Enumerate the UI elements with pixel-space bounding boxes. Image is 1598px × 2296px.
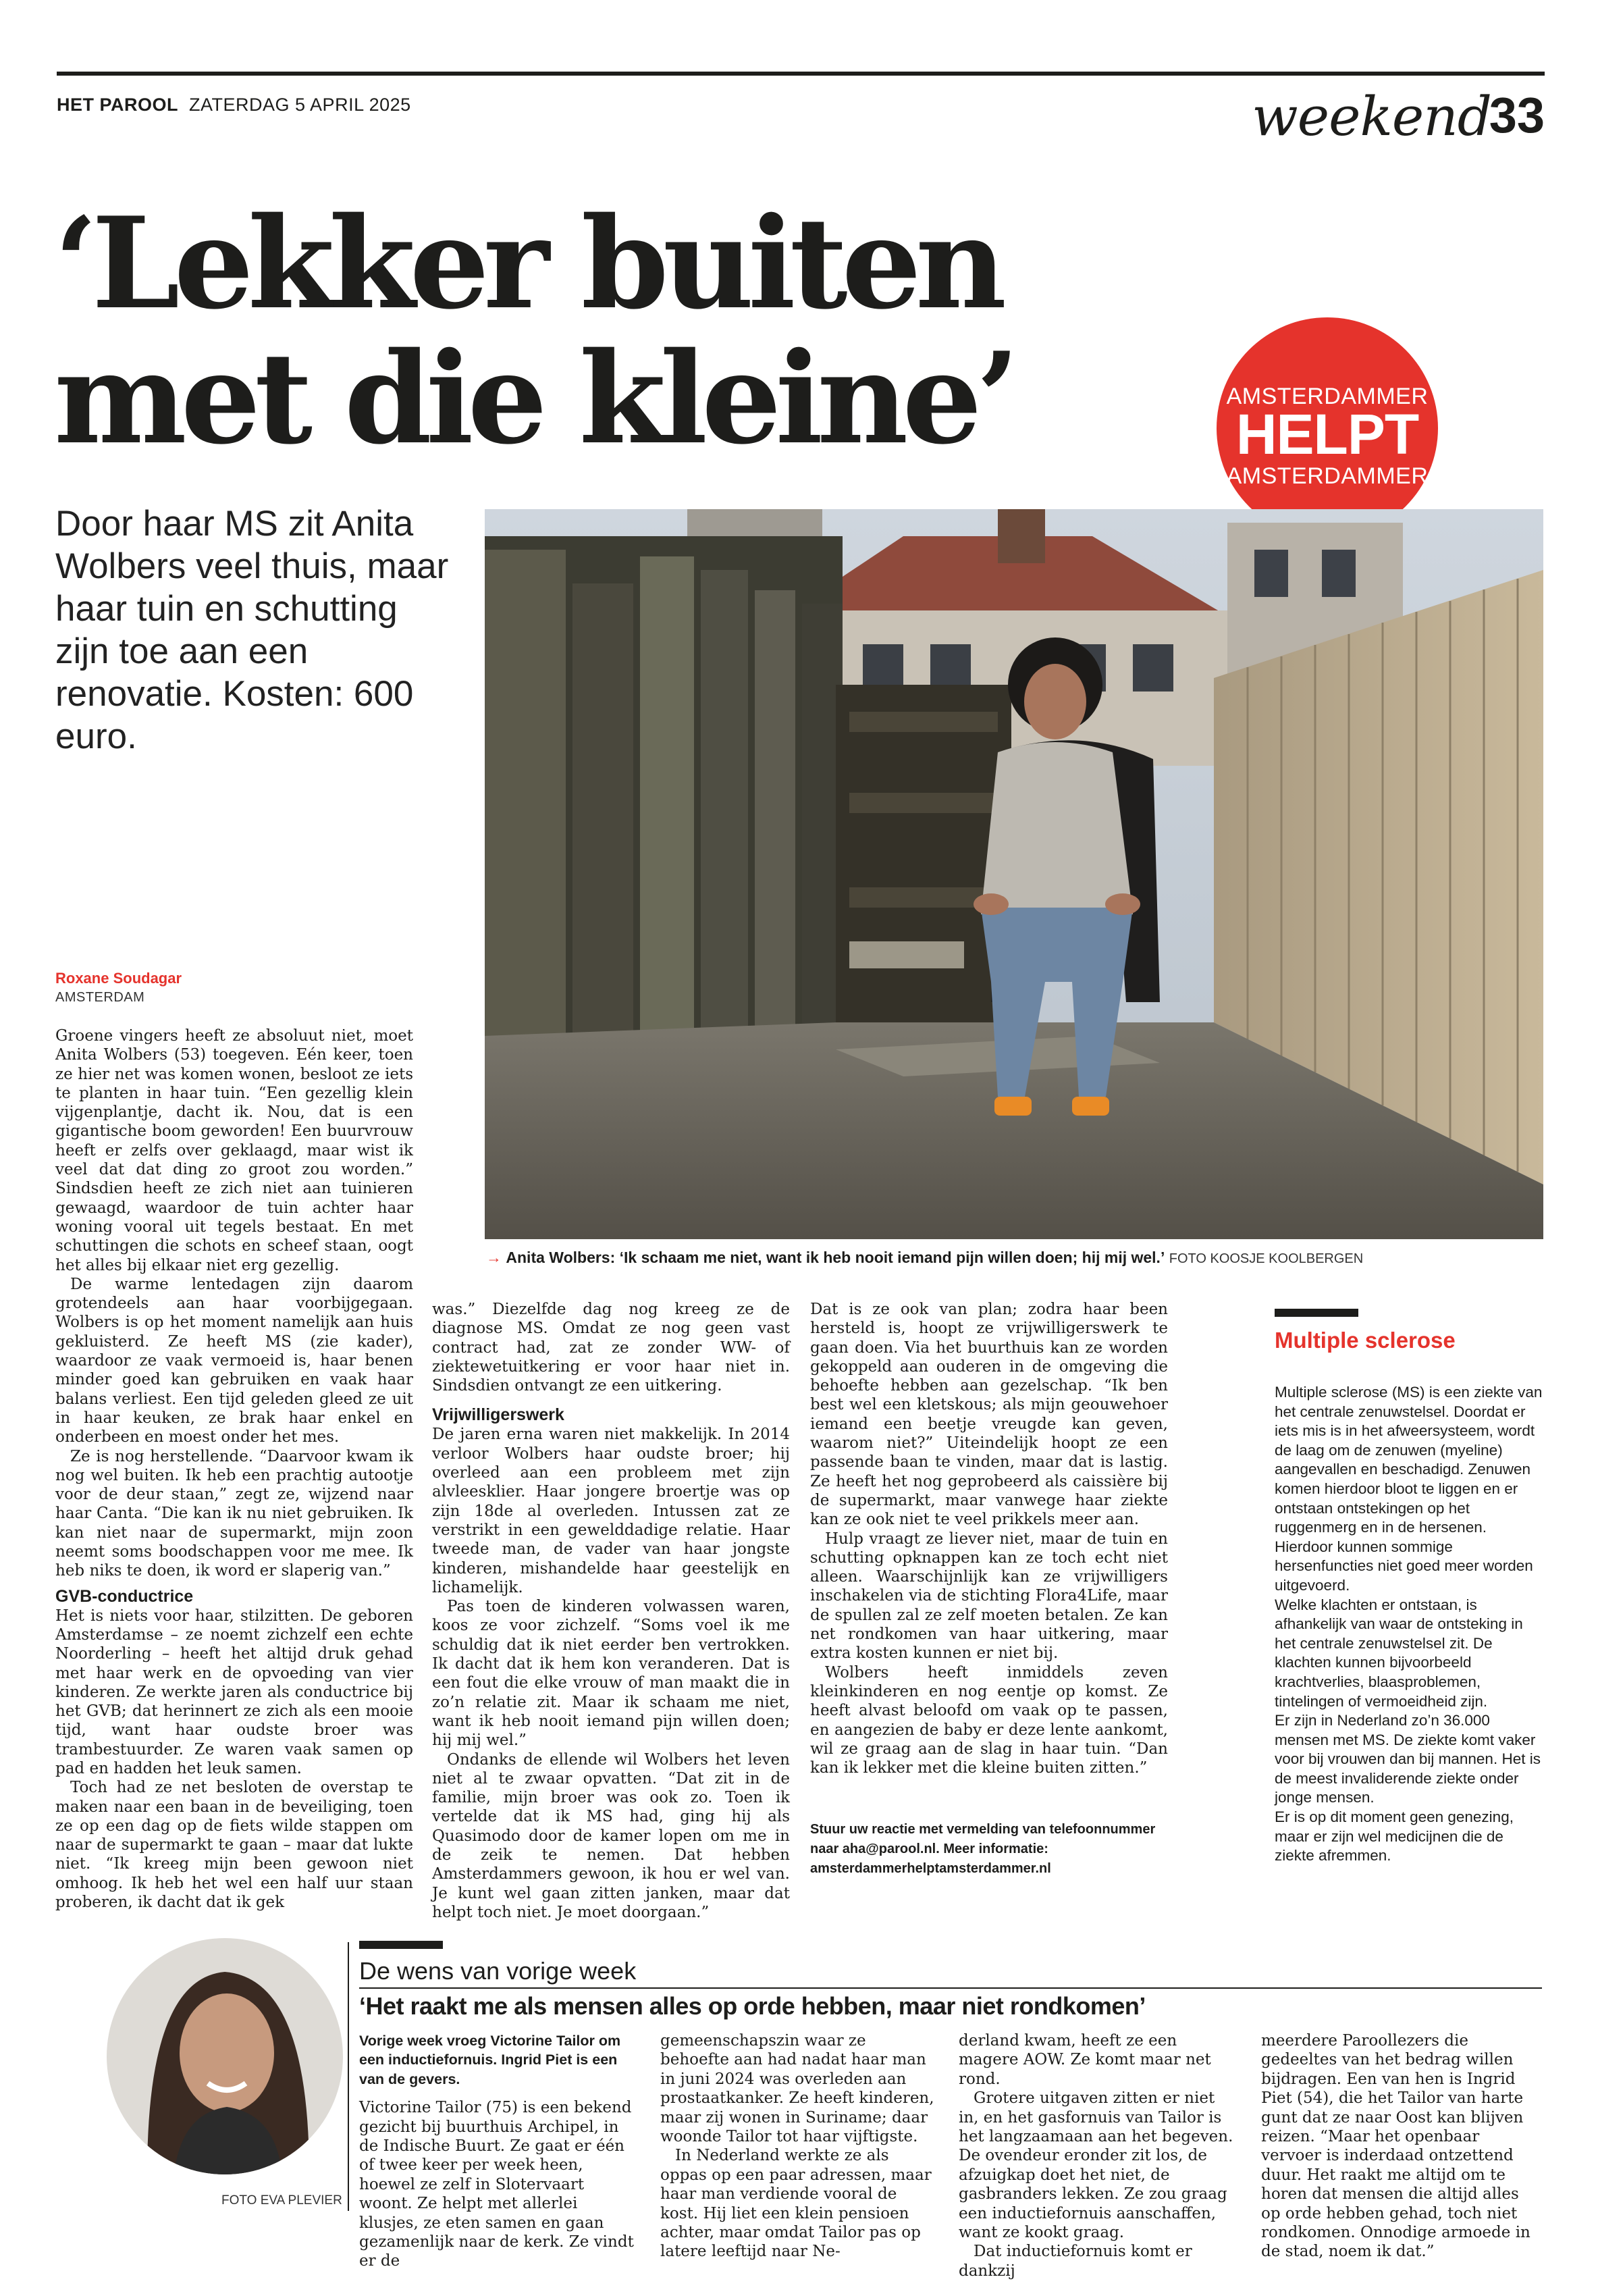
sidebar-paragraph: Er zijn in Nederland zo’n 36.000 mensen met MS. De ziekte komt vaker voor bij vrouwen dan bij mannen. Het is de meest invaliderende ziekte onder jonge mensen. bbox=[1275, 1712, 1541, 1806]
badge-line-3: AMSTERDAMMER bbox=[1226, 463, 1429, 489]
dateline-location: AMSTERDAM bbox=[55, 990, 145, 1005]
bottom-paragraph: meerdere Paroollezers die gedeeltes van het bedrag willen bijdragen. Een van hen is Ingrid Piet (54), die het Tailor van harte gunt dat ze naar Oost kan blijven reizen. “Maar het openbaar vervoer is inderdaad ontzettend duur. Het raakt me altijd om te horen dat mensen die altijd alles op orde hebben gehad, toch niet rondkomen. Onnodige armoede in de stad, noem ik dat.” bbox=[1261, 2032, 1530, 2261]
bottom-headline: ‘Het raakt me als mensen alles op orde hebben, maar niet rondkomen’ bbox=[359, 1992, 1146, 2020]
body-paragraph: Pas toen de kinderen volwassen waren, koos ze voor zichzelf. “Soms voel ik me schuldig dat ik niet eerder ben vertrokken. Ik dacht dat ik hem kon veranderen. Dat is een fout die elke vrouw of man maakt die in zo’n relatie zit. Maar ik schaam me niet, want ik heb nooit iemand pijn willen doen; hij mij wel.” bbox=[432, 1598, 790, 1750]
sidebar-title: Multiple sclerose bbox=[1275, 1328, 1456, 1353]
body-paragraph: was.” Diezelfde dag nog kreeg ze de diagnose MS. Omdat ze nog geen vast contract had, zat ze zonder WW- of ziektewetuitkering er voor haar niet in. Sindsdien ontvangt ze een uitkering. bbox=[432, 1301, 790, 1395]
sidebar-paragraph: Welke klachten er ontstaan, is afhankelijk van waar de ontsteking in het centrale zenuwstelsel zit. De klachten kunnen bijvoorbeeld krachtverlies, blaasproblemen, tintelingen of vermoeidheid zijn. bbox=[1275, 1596, 1523, 1710]
photo-caption bbox=[486, 1249, 1539, 1267]
body-paragraph: Toch had ze net besloten de overstap te maken naar een baan in de beveiliging, toen ze op een dag op de fiets wilde stappen om naar de supermarkt te gaan – maar dat lukte niet. “Ik kreeg mijn been gewoon niet omhoog. Ik heb het wel een half uur staan proberen, ik dacht dat ik gek bbox=[55, 1779, 413, 1912]
vertical-divider bbox=[348, 1942, 349, 2211]
body-paragraph: Wolbers heeft inmiddels zeven kleinkinderen en nog eentje op komst. Ze heeft alvast beloofd om vaak op te passen, en aangezien de baby er deze lente aankomt, wil ze graag aan de slag in haar tuin. “Dan kan ik lekker met die kleine buiten zitten.” bbox=[810, 1663, 1168, 1777]
body-paragraph: Ze is nog herstellende. “Daarvoor kwam ik nog wel buiten. Ik heb een prachtig autootje voor de deur staan,” zegt ze, wijzend naar haar Canta. “Die kan ik nu niet gebruiken. Ik kan niet naar de supermarkt, mijn zoon neemt soms boodschappen voor me mee. Ik heb niks te doen, ik word er slaperig van.” bbox=[55, 1447, 413, 1580]
body-paragraph: Groene vingers heeft ze absoluut niet, moet Anita Wolbers (53) toegeven. Eén keer, toen ze hier net was komen wonen, besloot ze iets te planten in haar tuin. “Een gezellig klein vijgenplantje, dacht ik. Nou, dat is een gigantische boom geworden! Een buurvrouw heeft er zelfs over geklaagd, maar wist ik veel dat dat ding zo groot zou worden.” Sindsdien heeft ze zich niet aan tuinieren gewaagd, waardoor de tuin achter haar woning vooral uit tegels bestaat. En met schuttingen die schots en scheef staan, oogt het alles bij elkaar niet erg gezellig. bbox=[55, 1027, 413, 1274]
amsterdammer-helpt-badge bbox=[1217, 317, 1438, 539]
sidebar-paragraph: Multiple sclerose (MS) is een ziekte van het centrale zenuwstelsel. Doordat er iets mis is in het afweersysteem, wordt de laag om de zenuwen (myeline) aangevallen en beschadigd. Zenuwen komen hierdoor bloot te liggen en er ontstaan ontstekingen op het ruggenmerg en in de hersenen. Hierdoor kunnen sommige hersenfuncties niet goed meer worden uitgevoerd. bbox=[1275, 1384, 1543, 1594]
body-paragraph: De warme lentedagen zijn daarom grotendeels aan haar voorbijgegaan. Wolbers is op het moment namelijk aan huis gekluisterd. Ze heeft MS (zie kader), waardoor ze vaak vermoeid is, haar benen minder goed kan gebruiken en vaak haar balans verliest. Een tijd geleden gleed ze uit in haar keuken, ze brak haar enkel en onderbeen en moest onder het mes. bbox=[55, 1275, 413, 1446]
portrait-credit: FOTO EVA PLEVIER bbox=[221, 2193, 342, 2208]
caption-text: Anita Wolbers: ‘Ik schaam me niet, want ik heb nooit iemand pijn willen doen; hij mij wel.’ bbox=[506, 1249, 1165, 1266]
bottom-paragraph: Dat inductiefornuis komt er dankzij bbox=[959, 2243, 1192, 2280]
bottom-paragraph: gemeenschapszin waar ze behoefte aan had nadat haar man in juni 2024 was overleden aan prostaatkanker. Ze heeft kinderen, maar zij wonen in Suriname; daar woonde Tailor tot haar vijftigste. bbox=[660, 2032, 934, 2146]
body-paragraph: Het is niets voor haar, stilzitten. De geboren Amsterdamse – ze noemt zichzelf een echte Noorderling – heeft het altijd druk gehad met haar werk en de opvoeding van vier kinderen. Ze werkte jaren als conductrice bij het GVB; dat herinnert ze zich als een mooie tijd, want haar oudste broer was trambestuurder. Ze waren vaak samen op pad en hadden het leuk samen. bbox=[55, 1607, 413, 1777]
body-paragraph: Dat is ze ook van plan; zodra haar been hersteld is, hoopt ze vrijwilligerswerk te gaan doen. Via het buurthuis kan ze worden gekoppeld aan ouderen in de omgeving die behoefte hebben aan gezelschap. “Ik ben best wel een kletskous; als mijn geouwehoer iemand een beetje vreugde kan geven, waarom niet?” Uiteindelijk hoopt ze een passende baan te vinden, maar dat is lastig. Ze heeft het nog geprobeerd als caissière bij de supermarkt, maar vanwege haar ziekte kan ze ook niet te veel prikkels meer aan. bbox=[810, 1301, 1168, 1529]
top-rule bbox=[57, 72, 1545, 76]
horizontal-divider bbox=[359, 1987, 1542, 1989]
section-label: De wens van vorige week bbox=[359, 1957, 637, 1985]
bottom-paragraph: In Nederland werkte ze als oppas op een paar adressen, maar haar man verdiende vooral de kost. Hij liet een klein pensioen achter, maar omdat Tailor pas op latere leeftijd naar Ne- bbox=[660, 2147, 932, 2261]
bottom-rule bbox=[359, 1941, 443, 1949]
page-number: 33 bbox=[1489, 87, 1545, 143]
sidebar-rule bbox=[1275, 1309, 1358, 1317]
issue-date: ZATERDAG 5 APRIL 2025 bbox=[189, 95, 411, 115]
intro-text: Door haar MS zit Anita Wolbers veel thuis, maar haar tuin en schutting zijn toe aan een renovatie. Kosten: 600 euro. bbox=[55, 504, 449, 756]
badge-line-1: AMSTERDAMMER bbox=[1226, 384, 1429, 409]
body-column-1 bbox=[55, 1026, 413, 1912]
contact-note: Stuur uw reactie met vermelding van telefoonnummer naar aha@parool.nl. Meer informatie: amsterdammerhelptamsterdammer.nl bbox=[810, 1822, 1156, 1876]
body-paragraph: De jaren erna waren niet makkelijk. In 2014 verloor Wolbers haar oudste broer; hij overleed aan een probleem met zijn alvleesklier. Haar jongere broertje was op zijn 18de al overleden. Intussen zat ze verstrikt in een gewelddadige relatie. Haar tweede man, de vader van haar jongste kinderen, mishandelde haar geestelijk en lichamelijk. bbox=[432, 1426, 790, 1596]
masthead bbox=[57, 95, 411, 115]
main-photo bbox=[485, 509, 1543, 1239]
body-paragraph: Hulp vraagt ze liever niet, maar de tuin en schutting opknappen kan ze toch echt niet alleen. Waarschijnlijk kan ze vrijwilligers inschakelen via de stichting Flora4Life, maar de spullen zal ze zelf moeten betalen. Ze kan net rondkomen van haar uitkering, maar extra kosten kunnen er niet bij. bbox=[810, 1530, 1168, 1663]
section-name: weekend bbox=[1252, 85, 1491, 148]
body-column-3 bbox=[810, 1300, 1168, 1777]
caption-arrow-icon: → bbox=[486, 1249, 502, 1266]
portrait-photo bbox=[107, 1938, 343, 2174]
subheading: GVB-conductrice bbox=[55, 1586, 194, 1606]
bottom-lead: Vorige week vroeg Victorine Tailor om een inductiefornuis. Ingrid Piet is een van de gevers. bbox=[359, 2033, 621, 2087]
bottom-paragraph: Grotere uitgaven zitten er niet in, en het gasfornuis van Tailor is het langzaamaan aan het begeven. De ovendeur eronder zit los, de afzuigkap doet het niet, de gasbranders lekken. Ze zou graag een inductiefornuis aanschaffen, want ze kookt graag. bbox=[959, 2089, 1233, 2242]
bottom-column-2 bbox=[660, 2031, 937, 2262]
bottom-column-1 bbox=[359, 2031, 636, 2271]
badge-line-2: HELPT bbox=[1235, 402, 1419, 466]
sidebar-paragraph: Er is op dit moment geen genezing, maar er zijn wel medicijnen die de ziekte afremmen. bbox=[1275, 1808, 1514, 1864]
body-column-2 bbox=[432, 1300, 790, 1922]
bottom-paragraph: Victorine Tailor (75) is een bekend gezicht bij buurthuis Archipel, in de Indische Buurt. Ze gaat er één of twee keer per week heen, hoewel ze zelf in Slotervaart woont. Ze helpt met allerlei klusjes, ze eten samen en gaan gezamenlijk naar de kerk. Ze vindt er de bbox=[359, 2099, 634, 2270]
paper-name: HET PAROOL bbox=[57, 95, 178, 115]
headline: ‘Lekker buiten met die kleine’ bbox=[54, 189, 1014, 472]
bottom-paragraph: derland kwam, heeft ze een magere AOW. Ze komt maar net rond. bbox=[959, 2032, 1211, 2088]
sidebar-text bbox=[1275, 1383, 1545, 1866]
bottom-column-4 bbox=[1261, 2031, 1538, 2262]
bottom-column-3 bbox=[959, 2031, 1235, 2280]
photo-credit: FOTO KOOSJE KOOLBERGEN bbox=[1169, 1251, 1364, 1266]
body-paragraph: Ondanks de ellende wil Wolbers het leven niet al te zwaar opvatten. “Dat zit in de familie, mijn broer was ook zo. Toen ik vertelde dat ik MS had, ging hij als Quasimodo door de kamer lopen om me in de zeik te nemen. Dat hebben Amsterdammers gewoon, ik hou er wel van. Je kunt wel gaan zitten janken, maar dat helpt toch niet. Je moet doorgaan.” bbox=[432, 1750, 790, 1921]
subheading: Vrijwilligerswerk bbox=[432, 1405, 564, 1425]
author-name: Roxane Soudagar bbox=[55, 970, 182, 987]
